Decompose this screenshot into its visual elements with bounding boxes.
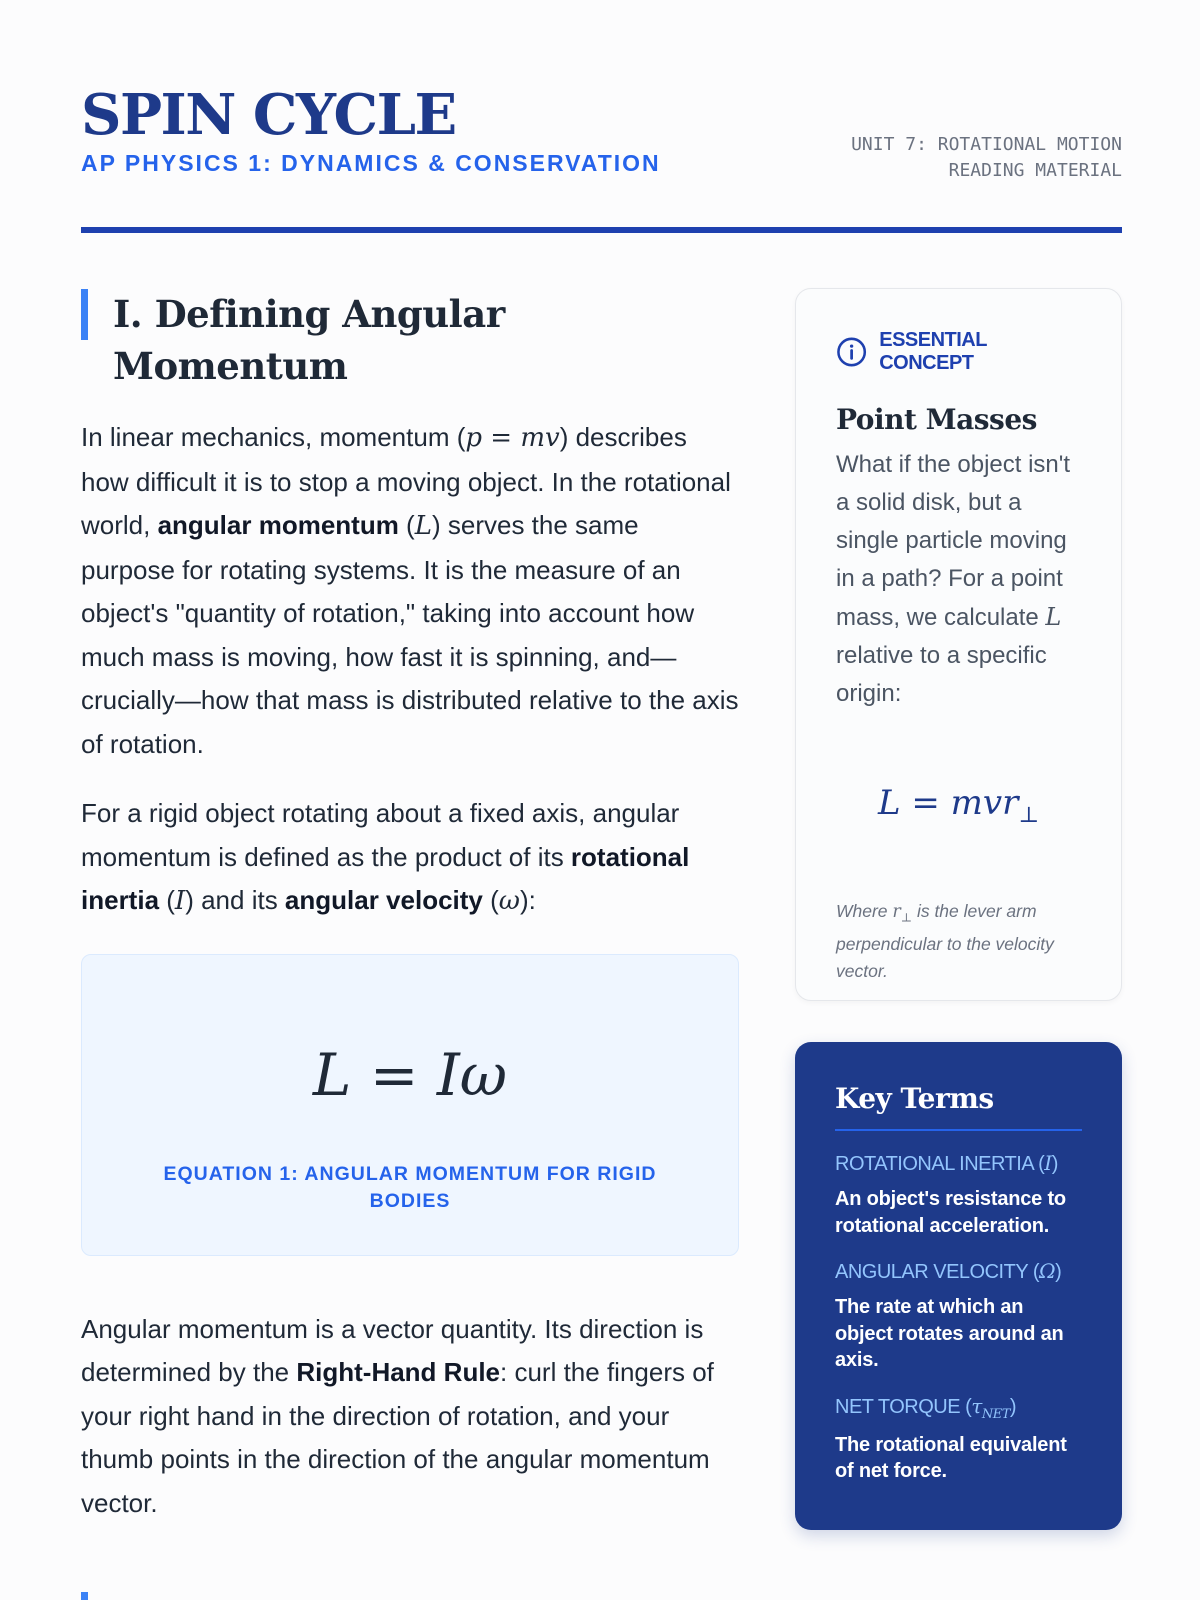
equation-caption: EQUATION 1: ANGULAR MOMENTUM FOR RIGID BODIES	[163, 1162, 657, 1212]
math-omega: ω	[498, 886, 520, 916]
text: ) and its	[185, 885, 285, 915]
text: relative to a specific origin:	[836, 642, 1047, 707]
term-definition: An object's resistance to rotational acceleration.	[835, 1188, 1066, 1237]
material-type: READING MATERIAL	[948, 160, 1122, 181]
text: is the lever arm perpendicular to the velocity vector.	[836, 900, 1054, 982]
text: : curl the fingers of your right hand in the direction of rotation, and your thumb points in the direction of the angular momentum vector.	[81, 1357, 714, 1518]
text: ):	[519, 885, 536, 915]
text: )	[1009, 1395, 1017, 1418]
paragraph-1	[81, 416, 739, 766]
term-symbol: I	[1044, 1151, 1052, 1175]
text: For a rigid object rotating about a fixed axis, angular momentum is defined as the product of its	[81, 798, 680, 872]
page-subtitle: AP PHYSICS 1: DYNAMICS & CONSERVATION	[81, 150, 661, 176]
text: NET TORQUE (	[835, 1395, 972, 1418]
text: ) serves the same purpose for rotating systems. It is the measure of an object's "quantity of rotation," taking into account how much mass is moving, how fast it is spinning, and—crucially—how that mass is distributed relative to the axis of rotation.	[81, 510, 739, 759]
concept-label	[836, 329, 1081, 375]
math-momentum: p = mv	[465, 423, 560, 453]
term-angular-velocity: angular velocity	[284, 885, 483, 915]
text: (	[159, 885, 175, 915]
info-icon	[836, 336, 867, 368]
text: (	[482, 885, 499, 915]
unit-label	[851, 132, 1122, 184]
page-title: SPIN CYCLE	[81, 82, 456, 148]
text: )	[1051, 1153, 1058, 1175]
text: (	[398, 510, 415, 540]
concept-text	[836, 446, 1081, 713]
equation-box	[81, 954, 739, 1256]
text: In linear mechanics, momentum (	[81, 422, 466, 452]
unit-name: UNIT 7: ROTATIONAL MOTION	[851, 134, 1122, 155]
text: What if the object isn't a solid disk, but a single particle moving in a path? For a point mass, we calculate	[836, 451, 1071, 631]
concept-equation	[836, 783, 1081, 828]
equation-formula: L = Iω	[312, 1040, 508, 1109]
concept-label-text: ESSENTIAL CONCEPT	[879, 329, 987, 374]
key-terms-card	[795, 1042, 1122, 1530]
math-L: L	[1045, 603, 1062, 631]
term-symbol: τ	[971, 1393, 982, 1418]
paragraph-3	[81, 1308, 739, 1526]
term-name	[835, 1151, 1082, 1176]
concept-equation-sub: ⊥	[1018, 802, 1040, 828]
concept-note	[836, 898, 1081, 986]
math-L: L	[414, 511, 432, 541]
term-rotational-inertia: rotational inertia	[81, 841, 690, 915]
page-header	[81, 82, 1122, 181]
key-terms-title: Key Terms	[835, 1082, 1082, 1131]
next-section-marker	[81, 1592, 88, 1600]
term-angular-momentum: angular momentum	[157, 510, 399, 540]
text: ) describes how difficult it is to stop a moving object. In the rotational world,	[81, 422, 731, 540]
text: Angular momentum is a vector quantity. Its direction is determined by the	[81, 1313, 704, 1387]
text: )	[1055, 1261, 1062, 1283]
math-I: I	[174, 886, 186, 916]
term-right-hand-rule: Right-Hand Rule	[296, 1357, 501, 1387]
header-divider	[81, 227, 1122, 233]
main-content	[81, 288, 739, 1551]
term-symbol: Ω	[1039, 1259, 1056, 1283]
math-perp: ⊥	[900, 910, 913, 925]
essential-concept-card	[795, 288, 1122, 1001]
term-name	[835, 1394, 1082, 1422]
term-symbol-sub: NET	[981, 1406, 1010, 1422]
section-heading: I. Defining Angular Momentum	[81, 288, 739, 392]
concept-equation-main: L = mvr	[877, 783, 1019, 823]
math-r: r	[892, 901, 901, 922]
term-name	[835, 1259, 1082, 1284]
text: Where	[836, 900, 893, 921]
text: ROTATIONAL INERTIA (	[835, 1153, 1045, 1175]
concept-title: Point Masses	[836, 403, 1037, 436]
term-definition: The rate at which an object rotates around an axis.	[835, 1296, 1064, 1371]
text: ANGULAR VELOCITY (	[835, 1261, 1040, 1283]
paragraph-2	[81, 792, 739, 924]
term-definition: The rotational equivalent of net force.	[835, 1433, 1067, 1482]
